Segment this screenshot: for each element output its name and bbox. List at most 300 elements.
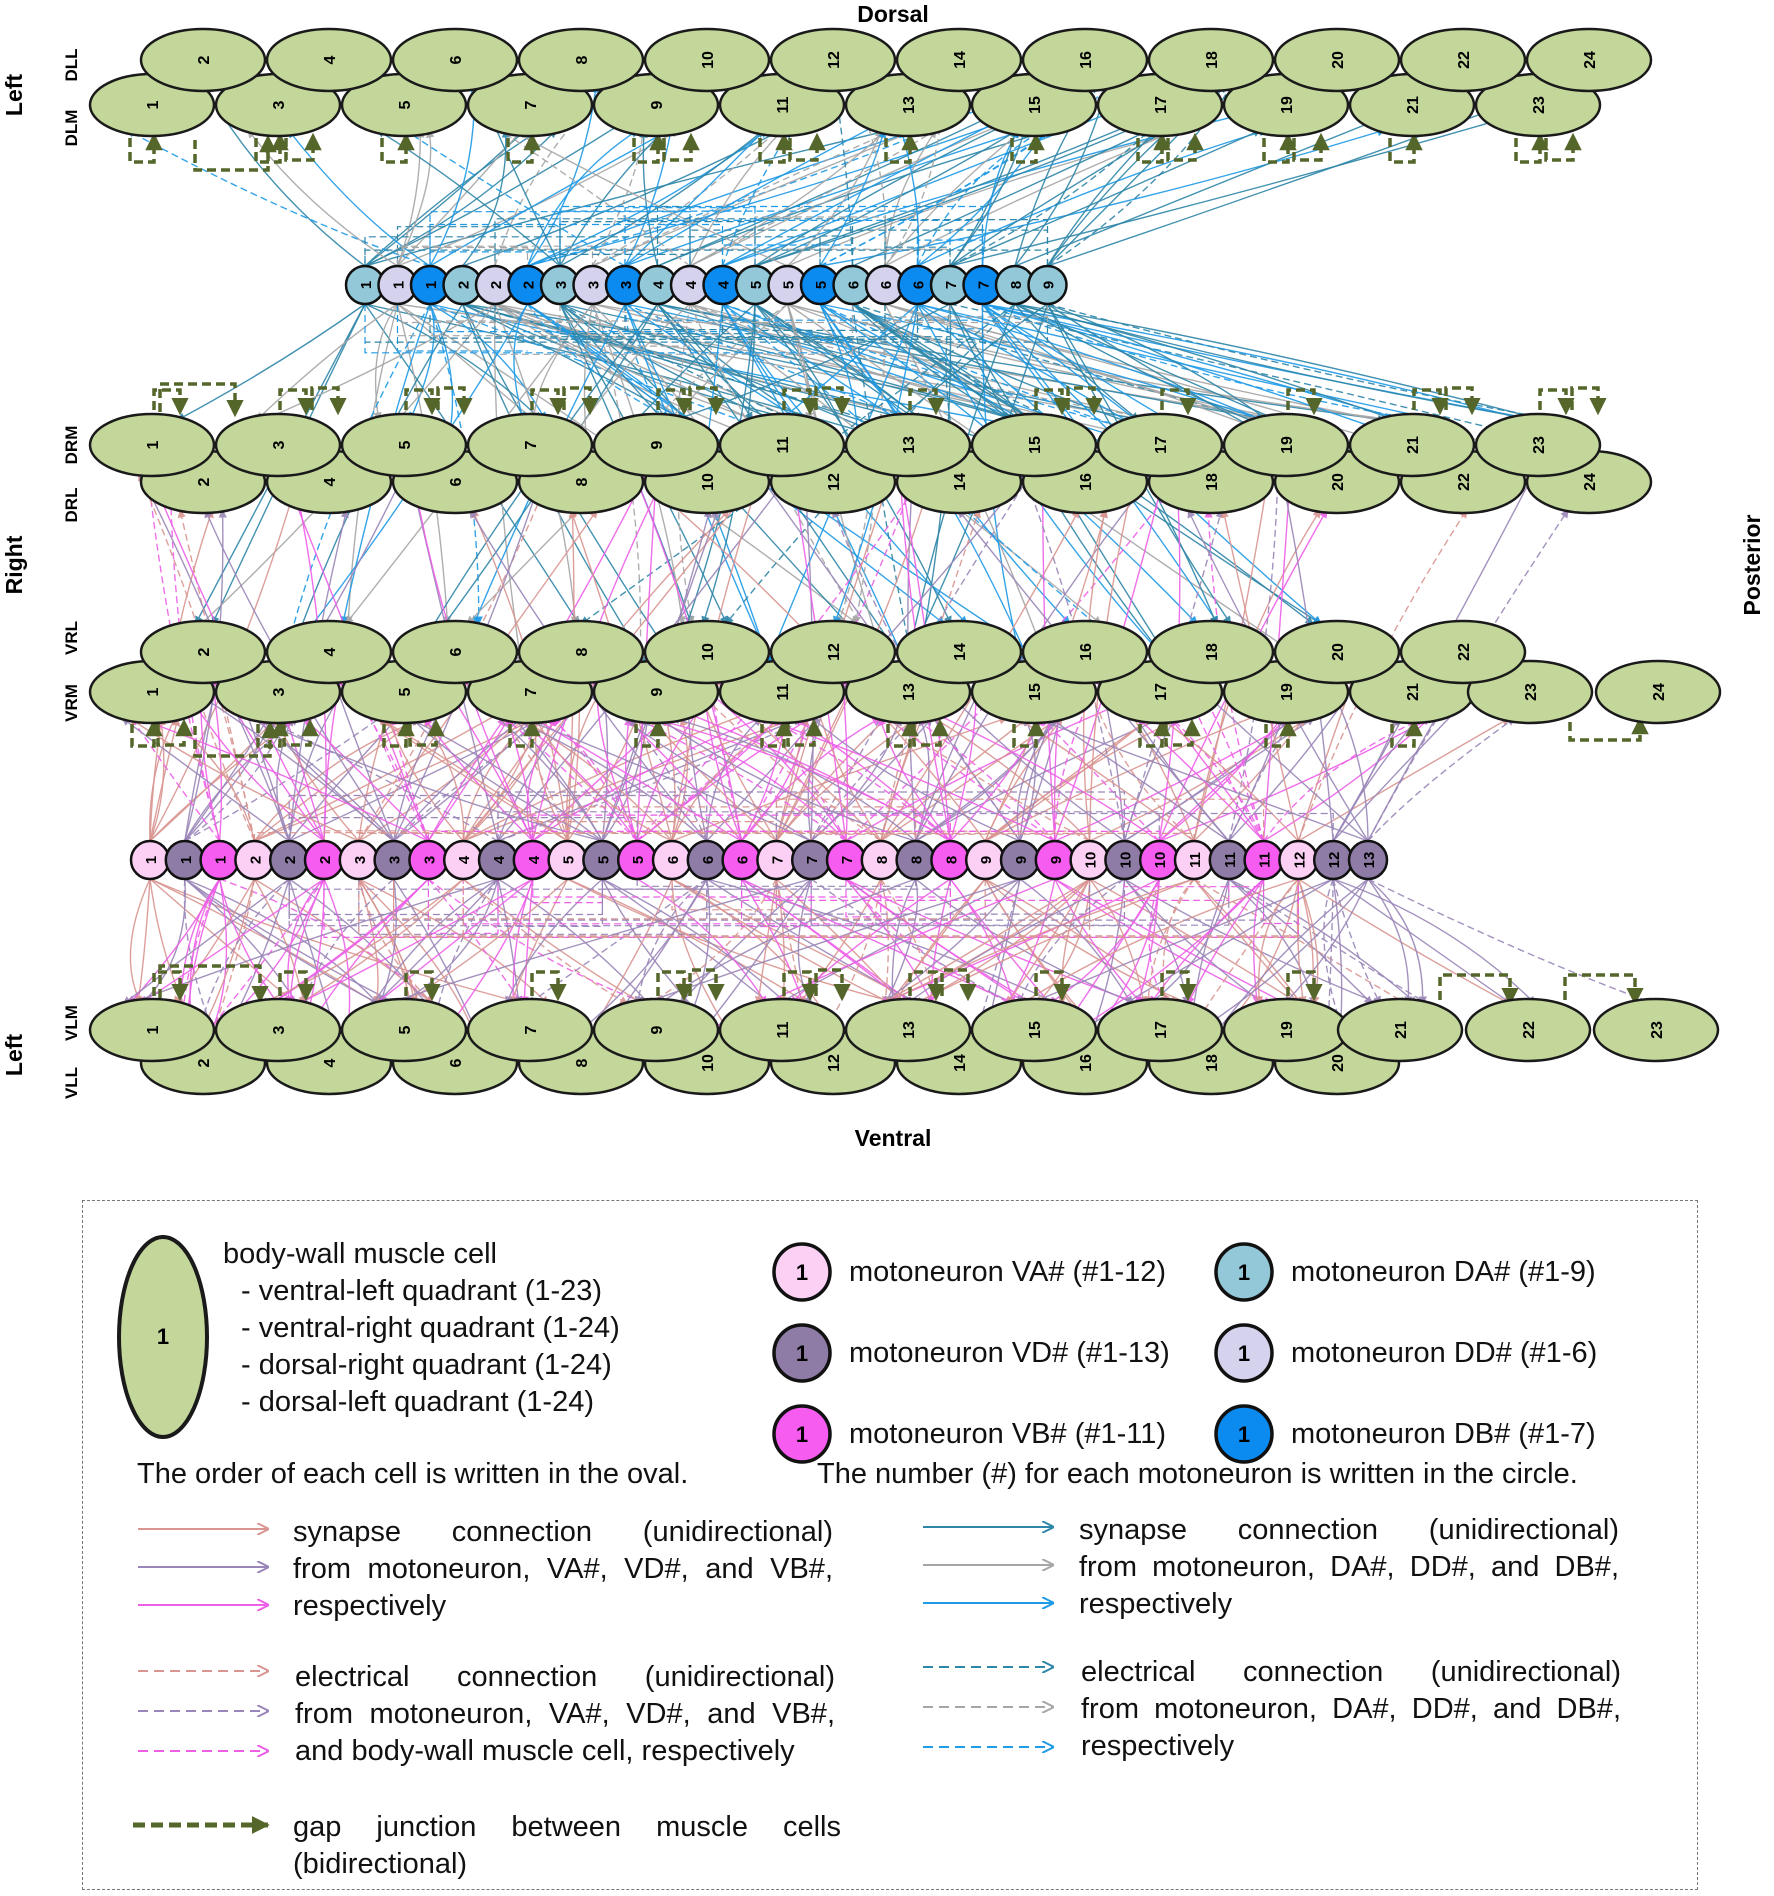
legend-syn-ventral-1: synapse connection (unidirectional) bbox=[293, 1516, 833, 1548]
electrical-line bbox=[430, 225, 723, 267]
muscle-cell-dr-11 bbox=[720, 414, 844, 476]
motoneuron-VD-10 bbox=[1105, 841, 1143, 879]
motoneuron-number: 3 bbox=[618, 280, 635, 290]
muscle-cell-number: 18 bbox=[1204, 51, 1221, 69]
muscle-cell-number: 10 bbox=[700, 473, 717, 491]
gap-junction bbox=[1162, 972, 1188, 996]
row-label-vrl: VRL bbox=[62, 621, 81, 655]
muscle-cell-vl-7 bbox=[468, 999, 592, 1061]
gap-junction bbox=[1572, 388, 1598, 410]
muscle-cell-number: 7 bbox=[523, 440, 540, 450]
motoneuron-number: 11 bbox=[1187, 852, 1204, 868]
legend-neuron-note: The number (#) for each motoneuron is written in the circle. bbox=[817, 1458, 1578, 1490]
gap-junction bbox=[160, 384, 235, 412]
motoneuron-VA-2 bbox=[235, 841, 273, 879]
gap-junction bbox=[130, 138, 154, 162]
muscle-cell-vr-6 bbox=[393, 621, 517, 683]
motoneuron-VA-3 bbox=[340, 841, 378, 879]
muscle-cell-vl-17 bbox=[1098, 999, 1222, 1061]
motoneuron-number: 7 bbox=[975, 280, 993, 290]
muscle-cell-number: 21 bbox=[1405, 96, 1422, 114]
legend-neuron-label: motoneuron DD# (#1-6) bbox=[1291, 1336, 1598, 1369]
connection-line bbox=[1333, 879, 1535, 1004]
motoneuron-number: 9 bbox=[1013, 855, 1030, 865]
gap-junction bbox=[664, 138, 691, 160]
motoneuron-number: 3 bbox=[585, 280, 603, 290]
muscle-cell-number: 5 bbox=[397, 1025, 414, 1035]
muscle-cell-dr-9 bbox=[594, 414, 718, 476]
muscle-cell-number: 3 bbox=[271, 440, 288, 450]
legend-muscle-number: 1 bbox=[156, 1324, 170, 1349]
connection-line bbox=[528, 879, 706, 1004]
legend-muscle-item: - dorsal-left quadrant (1-24) bbox=[241, 1386, 594, 1418]
motoneuron-number: 12 bbox=[1291, 851, 1309, 869]
muscle-cell-number: 1 bbox=[145, 687, 162, 697]
motoneuron-VA-7 bbox=[757, 841, 795, 879]
muscle-cell-vl-19 bbox=[1224, 999, 1348, 1061]
motoneuron-number: 2 bbox=[317, 855, 334, 865]
muscle-cell-number: 9 bbox=[649, 100, 666, 110]
muscle-cell-number: 9 bbox=[649, 440, 666, 450]
motoneuron-VA-9 bbox=[966, 841, 1004, 879]
motoneuron-VA-8 bbox=[862, 841, 900, 879]
muscle-cell-number: 20 bbox=[1330, 1054, 1347, 1072]
muscle-cell-number: 4 bbox=[322, 55, 339, 65]
muscle-cell-dl-6 bbox=[393, 29, 517, 91]
muscle-cell-dl-18 bbox=[1149, 29, 1273, 91]
motoneuron-number: 4 bbox=[456, 855, 474, 865]
motoneuron-number: 13 bbox=[1361, 851, 1378, 869]
legend-neuron-circle bbox=[771, 1241, 833, 1303]
muscle-cell-dr-15 bbox=[972, 414, 1096, 476]
muscle-cell-dl-14 bbox=[897, 29, 1021, 91]
row-label-dlm: DLM bbox=[62, 109, 81, 147]
muscle-cell-number: 19 bbox=[1279, 683, 1296, 701]
muscle-cell-number: 12 bbox=[826, 473, 843, 491]
muscle-cell-number: 11 bbox=[775, 683, 792, 701]
connection-lines bbox=[122, 85, 1655, 1037]
muscle-cell-vr-14 bbox=[897, 621, 1021, 683]
muscle-cell-dl-24 bbox=[1527, 29, 1651, 91]
legend-elec-ventral-1: electrical connection (unidirectional) bbox=[295, 1661, 835, 1693]
muscle-cell-number: 13 bbox=[901, 1021, 918, 1039]
legend-neuron-number: 1 bbox=[795, 1260, 809, 1285]
muscle-cell-number: 15 bbox=[1027, 683, 1044, 701]
muscle-cell-dr-19 bbox=[1224, 414, 1348, 476]
muscle-cell-vr-8 bbox=[519, 621, 643, 683]
muscle-cell-number: 23 bbox=[1531, 96, 1548, 114]
muscle-cell-number: 3 bbox=[271, 1025, 288, 1035]
muscle-cell-number: 4 bbox=[322, 477, 339, 487]
motoneuron-VA-10 bbox=[1071, 841, 1109, 879]
left-label-top: Left bbox=[1, 73, 27, 117]
muscle-cell-number: 22 bbox=[1456, 643, 1473, 661]
muscle-cell-number: 18 bbox=[1204, 643, 1221, 661]
muscle-cell-number: 18 bbox=[1204, 1054, 1221, 1072]
connection-line bbox=[139, 879, 324, 1004]
motoneuron-number: 3 bbox=[386, 855, 404, 865]
motoneuron-VB-2 bbox=[305, 841, 343, 879]
muscle-cell-number: 4 bbox=[322, 647, 339, 657]
motoneuron-number: 9 bbox=[1047, 855, 1065, 865]
motoneuron-VD-12 bbox=[1314, 841, 1352, 879]
motoneuron-VB-7 bbox=[827, 841, 865, 879]
row-label-vrm: VRM bbox=[62, 684, 81, 722]
muscle-cell-dr-13 bbox=[846, 414, 970, 476]
legend-neuron-va bbox=[771, 1241, 1166, 1303]
muscle-cell-vr-12 bbox=[771, 621, 895, 683]
legend-neuron-number: 1 bbox=[795, 1341, 809, 1366]
muscle-cell-vl-1 bbox=[90, 999, 214, 1061]
muscle-cell-dl-16 bbox=[1023, 29, 1147, 91]
gap-junction bbox=[154, 390, 180, 410]
muscle-cell-number: 7 bbox=[523, 687, 540, 697]
motoneuron-VD-11 bbox=[1210, 841, 1248, 879]
motoneuron-number: 5 bbox=[630, 855, 648, 865]
muscle-cell-number: 20 bbox=[1330, 473, 1347, 491]
motoneuron-VA-6 bbox=[653, 841, 691, 879]
legend-syn-dorsal-1: synapse connection (unidirectional) bbox=[1079, 1514, 1619, 1546]
motoneuron-number: 2 bbox=[282, 855, 300, 865]
motoneuron-number: 5 bbox=[595, 855, 613, 865]
motoneuron-VA-12 bbox=[1279, 841, 1317, 879]
motoneuron-number: 4 bbox=[650, 280, 668, 290]
connection-line bbox=[1368, 879, 1409, 1004]
connection-line bbox=[1333, 718, 1418, 841]
row-label-drm: DRM bbox=[62, 425, 81, 465]
muscle-cell-number: 1 bbox=[145, 1025, 162, 1035]
muscle-cell-number: 16 bbox=[1078, 1054, 1095, 1072]
muscle-cell-number: 21 bbox=[1405, 436, 1422, 454]
motoneuron-number: 2 bbox=[247, 855, 265, 865]
legend-syn-dorsal-2: from motoneuron, DA#, DD#, and DB#, bbox=[1079, 1551, 1619, 1583]
muscle-cell-number: 22 bbox=[1456, 473, 1473, 491]
muscle-cell-number: 1 bbox=[145, 440, 162, 450]
muscle-cell-number: 2 bbox=[196, 55, 213, 65]
motoneuron-number: 12 bbox=[1326, 851, 1344, 869]
muscle-cell-number: 15 bbox=[1027, 1021, 1044, 1039]
muscle-cell-number: 14 bbox=[952, 1054, 969, 1072]
motoneuron-VD-9 bbox=[1001, 841, 1039, 879]
muscle-cell-number: 8 bbox=[574, 55, 591, 65]
motoneuron-VD-4 bbox=[479, 841, 517, 879]
muscle-cell-number: 11 bbox=[775, 1021, 792, 1039]
muscle-cell-number: 2 bbox=[196, 477, 213, 487]
motoneuron-VA-5 bbox=[549, 841, 587, 879]
muscle-cell-number: 9 bbox=[649, 687, 666, 697]
legend-muscle-item: - ventral-right quadrant (1-24) bbox=[241, 1312, 620, 1344]
legend-muscle-note: The order of each cell is written in the oval. bbox=[137, 1458, 689, 1490]
motoneuron-number: 4 bbox=[683, 280, 700, 290]
muscle-cell-number: 11 bbox=[775, 96, 792, 114]
connection-line bbox=[1298, 718, 1509, 841]
muscle-cell-vl-9 bbox=[594, 999, 718, 1061]
muscle-cell-number: 13 bbox=[901, 436, 918, 454]
motoneuron-VD-5 bbox=[583, 841, 621, 879]
muscle-cell-number: 9 bbox=[649, 1025, 666, 1035]
motoneuron-VB-1 bbox=[201, 841, 239, 879]
legend-neuron-dd bbox=[1213, 1322, 1597, 1384]
muscle-cell-number: 7 bbox=[523, 100, 540, 110]
motoneuron-number: 6 bbox=[699, 855, 717, 865]
muscle-cell-number: 6 bbox=[448, 55, 465, 65]
muscle-cell-dl-10 bbox=[645, 29, 769, 91]
motoneuron-number: 5 bbox=[560, 855, 578, 865]
muscle-cell-number: 1 bbox=[145, 100, 162, 110]
muscle-cell-number: 3 bbox=[271, 687, 288, 697]
motoneuron-number: 10 bbox=[1082, 851, 1100, 869]
row-label-vlm: VLM bbox=[62, 1005, 81, 1041]
motoneuron-VD-7 bbox=[792, 841, 830, 879]
motoneuron-VA-4 bbox=[444, 841, 482, 879]
legend-neuron-vd bbox=[771, 1322, 1170, 1384]
muscle-cell-dr-1 bbox=[90, 414, 214, 476]
muscle-cell-number: 5 bbox=[397, 100, 414, 110]
motoneuron-number: 5 bbox=[748, 280, 765, 290]
muscle-cell-number: 19 bbox=[1279, 96, 1296, 114]
muscle-cell-dr-21 bbox=[1350, 414, 1474, 476]
connection-line bbox=[1298, 879, 1510, 1004]
gap-junction bbox=[1294, 138, 1321, 160]
legend-muscle-title: body-wall muscle cell bbox=[223, 1238, 497, 1270]
muscle-cell-vl-23 bbox=[1594, 999, 1718, 1061]
muscle-cell-number: 22 bbox=[1456, 51, 1473, 69]
muscle-cell-number: 4 bbox=[322, 1058, 339, 1068]
muscle-cell-number: 3 bbox=[271, 100, 288, 110]
row-label-drl: DRL bbox=[62, 487, 81, 523]
muscle-cell-vl-22 bbox=[1466, 999, 1590, 1061]
muscle-cell-number: 14 bbox=[952, 643, 969, 661]
motoneuron-number: 9 bbox=[978, 855, 996, 865]
legend-elec-ventral-2: from motoneuron, VA#, VD#, and VB#, bbox=[295, 1698, 835, 1730]
motoneuron-number: 1 bbox=[423, 280, 440, 290]
legend-neuron-circle bbox=[1213, 1322, 1275, 1384]
motoneuron-number: 3 bbox=[351, 855, 369, 865]
muscle-cell-vl-3 bbox=[216, 999, 340, 1061]
muscle-cell-number: 22 bbox=[1521, 1021, 1538, 1039]
muscle-cell-number: 13 bbox=[901, 683, 918, 701]
muscle-cell-number: 15 bbox=[1027, 436, 1044, 454]
legend-muscle-oval bbox=[113, 1231, 213, 1443]
motoneuron-number: 5 bbox=[813, 280, 830, 290]
legend-muscle-item: - dorsal-right quadrant (1-24) bbox=[241, 1349, 612, 1381]
muscle-cell-dr-23 bbox=[1476, 414, 1600, 476]
muscle-cell-number: 11 bbox=[775, 436, 792, 454]
muscle-cell-vr-22 bbox=[1401, 621, 1525, 683]
motoneuron-VD-1 bbox=[166, 841, 204, 879]
motoneuron-number: 1 bbox=[390, 280, 408, 290]
connection-line bbox=[131, 718, 219, 841]
legend-muscle-item: - ventral-left quadrant (1-23) bbox=[241, 1275, 603, 1307]
motoneuron-VB-3 bbox=[409, 841, 447, 879]
motoneuron-number: 1 bbox=[177, 855, 195, 865]
muscle-cell-number: 17 bbox=[1153, 683, 1170, 701]
muscle-cell-vl-15 bbox=[972, 999, 1096, 1061]
muscle-cell-vr-4 bbox=[267, 621, 391, 683]
gap-junction bbox=[312, 388, 338, 410]
gap-junction bbox=[1264, 138, 1288, 162]
motoneuron-VD-3 bbox=[375, 841, 413, 879]
legend-neuron-number: 1 bbox=[1237, 1341, 1251, 1366]
gap-junction bbox=[1570, 722, 1640, 740]
muscle-cell-number: 19 bbox=[1279, 1021, 1296, 1039]
muscle-cell-number: 6 bbox=[448, 647, 465, 657]
motoneuron-number: 7 bbox=[769, 855, 787, 865]
motoneuron-number: 4 bbox=[715, 280, 733, 290]
muscle-cell-dl-2 bbox=[141, 29, 265, 91]
motoneuron-VD-13 bbox=[1349, 841, 1387, 879]
row-label-dll: DLL bbox=[62, 48, 81, 82]
motoneuron-number: 2 bbox=[520, 280, 538, 290]
legend bbox=[82, 1200, 1698, 1890]
muscle-cell-number: 21 bbox=[1393, 1021, 1410, 1039]
muscle-cell-number: 16 bbox=[1078, 473, 1095, 491]
muscle-cell-dl-12 bbox=[771, 29, 895, 91]
legend-elec-dorsal-1: electrical connection (unidirectional) bbox=[1081, 1656, 1621, 1688]
motoneuron-number: 7 bbox=[839, 855, 856, 865]
motoneuron-number: 3 bbox=[553, 280, 570, 290]
motoneuron-number: 8 bbox=[908, 855, 926, 865]
muscle-cell-vr-24 bbox=[1596, 661, 1720, 723]
muscle-cell-number: 12 bbox=[826, 1054, 843, 1072]
posterior-label: Posterior bbox=[1739, 514, 1765, 616]
gap-junction bbox=[382, 138, 406, 162]
motoneuron-VB-4 bbox=[514, 841, 552, 879]
muscle-cell-number: 23 bbox=[1531, 436, 1548, 454]
legend-neuron-label: motoneuron DB# (#1-7) bbox=[1291, 1417, 1596, 1450]
gap-junction bbox=[1546, 138, 1573, 160]
muscle-cell-number: 24 bbox=[1651, 683, 1668, 701]
muscle-cell-number: 17 bbox=[1153, 436, 1170, 454]
legend-elec-dorsal-2: from motoneuron, DA#, DD#, and DB#, bbox=[1081, 1693, 1621, 1725]
motoneuron-VD-6 bbox=[688, 841, 726, 879]
motoneuron-number: 10 bbox=[1117, 851, 1135, 869]
left-label-bottom: Left bbox=[1, 1033, 27, 1077]
muscle-cell-number: 2 bbox=[196, 647, 213, 657]
muscle-cell-number: 20 bbox=[1330, 51, 1347, 69]
motoneuron-number: 1 bbox=[358, 280, 375, 290]
motoneuron-number: 5 bbox=[780, 280, 798, 290]
legend-elec-dorsal-3: respectively bbox=[1081, 1730, 1235, 1762]
legend-neuron-label: motoneuron DA# (#1-9) bbox=[1291, 1255, 1596, 1288]
muscle-cell-dl-8 bbox=[519, 29, 643, 91]
motoneuron-number: 6 bbox=[734, 855, 752, 865]
motoneuron-VB-11 bbox=[1245, 841, 1283, 879]
muscle-cell-dl-20 bbox=[1275, 29, 1399, 91]
muscle-cell-vr-10 bbox=[645, 621, 769, 683]
motoneuron-number: 4 bbox=[491, 855, 508, 865]
legend-neuron-number: 1 bbox=[1237, 1260, 1251, 1285]
motoneuron-VB-6 bbox=[723, 841, 761, 879]
connection-line bbox=[498, 879, 519, 1004]
ventral-label: Ventral bbox=[854, 1125, 932, 1151]
motoneuron-VA-11 bbox=[1175, 841, 1213, 879]
motoneuron-VD-2 bbox=[270, 841, 308, 879]
gap-junction bbox=[286, 138, 313, 160]
motoneuron-number: 11 bbox=[1256, 852, 1274, 868]
gap-junction bbox=[1516, 138, 1540, 162]
muscle-cell-vl-13 bbox=[846, 999, 970, 1061]
motoneuron-number: 3 bbox=[421, 855, 439, 865]
muscle-cell-dr-17 bbox=[1098, 414, 1222, 476]
motoneuron-number: 9 bbox=[1040, 280, 1058, 290]
motoneuron-VB-5 bbox=[618, 841, 656, 879]
muscle-cell-number: 7 bbox=[523, 1025, 540, 1035]
connection-line bbox=[672, 718, 1007, 841]
motoneuron-number: 6 bbox=[878, 280, 895, 290]
muscle-cell-number: 6 bbox=[448, 477, 465, 487]
muscle-cell-dl-22 bbox=[1401, 29, 1525, 91]
muscle-cell-number: 5 bbox=[397, 687, 414, 697]
muscle-cell-number: 19 bbox=[1279, 436, 1296, 454]
motoneuron-number: 8 bbox=[873, 855, 891, 865]
muscle-cell-number: 8 bbox=[574, 477, 591, 487]
muscle-cell-vr-18 bbox=[1149, 621, 1273, 683]
motoneuron-VA-1 bbox=[131, 841, 169, 879]
muscle-cell-dr-5 bbox=[342, 414, 466, 476]
muscle-cell-number: 5 bbox=[397, 440, 414, 450]
motoneuron-number: 6 bbox=[910, 280, 928, 290]
motoneuron-DA-9 bbox=[1029, 266, 1067, 304]
legend-gap-1: gap junction between muscle cells bbox=[293, 1811, 841, 1843]
muscle-cell-number: 12 bbox=[826, 643, 843, 661]
muscle-cell-vl-11 bbox=[720, 999, 844, 1061]
legend-gap-2: (bidirectional) bbox=[293, 1848, 468, 1880]
motoneuron-number: 1 bbox=[143, 855, 160, 865]
muscle-cell-number: 12 bbox=[826, 51, 843, 69]
legend-neuron-number: 1 bbox=[1237, 1422, 1251, 1447]
legend-syn-ventral-2: from motoneuron, VA#, VD#, and VB#, bbox=[293, 1553, 833, 1585]
muscle-cell-vr-20 bbox=[1275, 621, 1399, 683]
muscle-cell-number: 21 bbox=[1405, 683, 1422, 701]
muscle-cell-number: 8 bbox=[574, 1058, 591, 1068]
motoneuron-number: 10 bbox=[1152, 851, 1170, 869]
motoneuron-VB-10 bbox=[1140, 841, 1178, 879]
legend-elec-ventral-3: and body-wall muscle cell, respectively bbox=[295, 1735, 795, 1767]
connection-line bbox=[274, 718, 359, 841]
legend-neuron-label: motoneuron VB# (#1-11) bbox=[849, 1417, 1167, 1450]
gap-junction bbox=[438, 388, 464, 410]
motoneuron-number: 6 bbox=[845, 280, 863, 290]
legend-syn-dorsal-3: respectively bbox=[1079, 1588, 1233, 1620]
muscle-cell-number: 16 bbox=[1078, 643, 1095, 661]
muscle-cell-number: 23 bbox=[1523, 683, 1540, 701]
muscle-cell-number: 10 bbox=[700, 643, 717, 661]
muscle-cell-dr-7 bbox=[468, 414, 592, 476]
motoneuron-number: 1 bbox=[212, 855, 230, 865]
muscle-cell-number: 14 bbox=[952, 473, 969, 491]
muscle-cell-number: 2 bbox=[196, 1058, 213, 1068]
legend-neuron-label: motoneuron VD# (#1-13) bbox=[849, 1336, 1170, 1369]
muscle-cell-number: 23 bbox=[1649, 1021, 1666, 1039]
muscle-cell-number: 24 bbox=[1582, 51, 1599, 69]
motoneuron-number: 11 bbox=[1221, 852, 1239, 868]
gap-junction bbox=[1540, 390, 1566, 410]
legend-neuron-da bbox=[1213, 1241, 1596, 1303]
muscle-cell-number: 17 bbox=[1153, 1021, 1170, 1039]
muscle-cell-number: 10 bbox=[700, 51, 717, 69]
row-label-vll: VLL bbox=[62, 1066, 81, 1100]
muscle-cell-number: 14 bbox=[952, 51, 969, 69]
legend-neuron-circle bbox=[771, 1322, 833, 1384]
muscle-cell-number: 16 bbox=[1078, 51, 1095, 69]
muscle-cell-number: 8 bbox=[574, 647, 591, 657]
motoneuron-VB-8 bbox=[931, 841, 969, 879]
motoneuron-number: 8 bbox=[1008, 280, 1025, 290]
muscle-cell-dl-4 bbox=[267, 29, 391, 91]
muscle-cell-dr-3 bbox=[216, 414, 340, 476]
gap-junction bbox=[1565, 975, 1635, 1000]
